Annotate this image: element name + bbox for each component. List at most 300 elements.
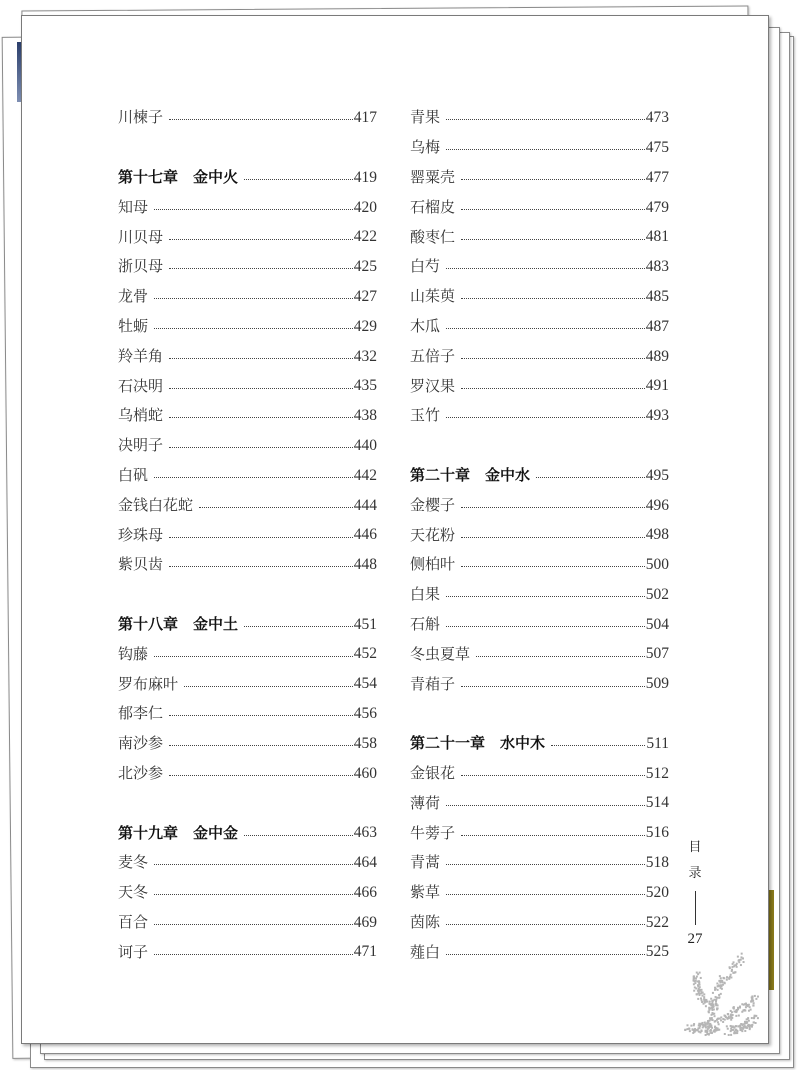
dot-leader	[169, 566, 353, 567]
toc-entry-title: 玉竹	[410, 406, 441, 425]
plant-dot	[751, 1024, 753, 1026]
plant-dot	[695, 978, 697, 980]
plant-dot	[714, 1015, 716, 1017]
toc-entry[interactable]	[118, 282, 377, 312]
plant-dot	[718, 980, 720, 982]
plant-dot	[718, 1023, 720, 1025]
toc-entry-title: 北沙参	[118, 763, 164, 782]
toc-entry-title: 牡蛎	[118, 316, 149, 335]
plant-dot	[697, 998, 699, 1000]
toc-entry[interactable]	[410, 580, 669, 610]
plant-dot	[690, 1025, 692, 1027]
plant-dot	[701, 1030, 703, 1032]
plant-dot	[726, 1025, 728, 1027]
plant-dot	[730, 1017, 732, 1019]
toc-entry-page: 435	[353, 377, 377, 395]
plant-dot	[729, 976, 731, 978]
toc-entry-title: 罂粟壳	[410, 167, 456, 186]
plant-dot	[755, 998, 757, 1000]
toc-entry[interactable]	[410, 759, 669, 789]
plant-dot	[739, 1006, 741, 1008]
dot-leader	[154, 477, 353, 478]
plant-dot	[724, 1015, 726, 1017]
plant-dot	[710, 1029, 712, 1031]
toc-entry-page: 463	[353, 824, 377, 842]
toc-entry[interactable]	[410, 401, 669, 431]
toc-entry[interactable]	[118, 639, 377, 669]
plant-dot	[735, 1025, 737, 1027]
toc-entry-page: 471	[353, 943, 377, 961]
toc-entry-title: 茵陈	[410, 912, 441, 931]
plant-dot	[713, 1006, 715, 1008]
plant-dot	[731, 969, 733, 971]
plant-dot	[734, 1031, 736, 1033]
toc-entry-page: 502	[645, 585, 669, 603]
toc-entry[interactable]	[410, 163, 669, 193]
toc-entry-page: 420	[353, 198, 377, 216]
plant-dot	[713, 1013, 715, 1015]
toc-entry-page: 520	[645, 883, 669, 901]
plant-dot	[751, 1017, 753, 1019]
plant-dot	[729, 966, 731, 968]
plant-dot	[715, 1029, 717, 1031]
toc-entry[interactable]	[118, 908, 377, 938]
plant-dot	[741, 1003, 743, 1005]
plant-dot	[703, 1024, 705, 1026]
toc-entry[interactable]	[118, 371, 377, 401]
plant-dot	[757, 1017, 759, 1019]
plant-dot	[736, 1030, 738, 1032]
plant-dot	[752, 999, 754, 1001]
toc-entry-page: 452	[353, 645, 377, 663]
toc-entry[interactable]	[410, 878, 669, 908]
toc-entry-page: 507	[645, 645, 669, 663]
toc-entry-page: 448	[353, 556, 377, 574]
toc-entry[interactable]	[118, 550, 377, 580]
plant-dot	[720, 987, 722, 989]
plant-dot	[738, 959, 740, 961]
plant-dot	[733, 1026, 735, 1028]
plant-dot	[705, 1005, 707, 1007]
plant-dot	[750, 1000, 752, 1002]
toc-entry-page: 500	[645, 556, 669, 574]
toc-entry-page: 512	[645, 764, 669, 782]
plant-dot	[742, 957, 744, 959]
toc-spacer	[410, 699, 669, 729]
toc-entry[interactable]	[118, 312, 377, 342]
plant-dot	[710, 998, 712, 1000]
toc-entry[interactable]	[410, 341, 669, 371]
plant-dot	[732, 972, 734, 974]
plant-dot	[712, 992, 714, 994]
dot-leader	[154, 864, 353, 865]
dot-leader	[154, 298, 353, 299]
plant-dot	[737, 956, 739, 958]
toc-entry-title: 珍珠母	[118, 525, 164, 544]
dot-leader	[446, 119, 645, 120]
toc-entry[interactable]	[410, 133, 669, 163]
toc-entry-title: 白果	[410, 585, 441, 604]
plant-dot	[720, 1019, 722, 1021]
plant-dot	[711, 1017, 713, 1019]
toc-entry-title: 山茱萸	[410, 287, 456, 306]
plant-dot	[711, 1032, 713, 1034]
toc-entry-title: 钩藤	[118, 644, 149, 663]
dot-leader	[536, 477, 645, 478]
plant-dot	[741, 1023, 743, 1025]
toc-entry[interactable]	[410, 848, 669, 878]
plant-dot	[736, 966, 738, 968]
dot-leader	[461, 358, 645, 359]
toc-entry-title: 薤白	[410, 942, 441, 961]
side-label-char: 录	[688, 866, 702, 881]
plant-dot	[717, 1007, 719, 1009]
toc-entry-page: 438	[353, 407, 377, 425]
plant-dot	[751, 995, 753, 997]
toc-entry[interactable]	[118, 461, 377, 491]
dot-leader	[169, 447, 353, 448]
dot-leader	[154, 924, 353, 925]
toc-entry-title: 百合	[118, 912, 149, 931]
plant-dot	[726, 976, 728, 978]
plant-dot	[693, 990, 695, 992]
plant-dot	[696, 993, 698, 995]
toc-entry-page: 419	[353, 168, 377, 186]
plant-dot	[732, 963, 734, 965]
dot-leader	[446, 328, 645, 329]
dot-leader	[154, 656, 353, 657]
plant-dot	[718, 994, 720, 996]
dot-leader	[461, 388, 645, 389]
dot-leader	[169, 775, 353, 776]
dot-leader	[154, 894, 353, 895]
plant-dot	[700, 989, 702, 991]
plant-dot	[705, 1027, 707, 1029]
dot-leader	[446, 954, 645, 955]
plant-dot	[753, 1005, 755, 1007]
dot-leader	[446, 417, 645, 418]
toc-entry[interactable]	[410, 818, 669, 848]
plant-dot	[717, 1018, 719, 1020]
plant-dot	[703, 1000, 705, 1002]
toc-entry-page: 456	[353, 705, 377, 723]
toc-entry-title: 石决明	[118, 376, 164, 395]
toc-entry-page: 487	[645, 317, 669, 335]
toc-entry-page: 477	[645, 168, 669, 186]
toc-entry[interactable]	[118, 222, 377, 252]
plant-dot	[724, 1033, 726, 1035]
dot-leader	[169, 388, 353, 389]
plant-dot	[744, 1009, 746, 1011]
toc-entry[interactable]	[410, 669, 669, 699]
toc-entry-page: 444	[353, 496, 377, 514]
toc-entry[interactable]	[118, 878, 377, 908]
toc-entry[interactable]	[410, 639, 669, 669]
toc-entry[interactable]	[410, 610, 669, 640]
toc-entry-page: 495	[645, 466, 669, 484]
toc-entry[interactable]	[410, 788, 669, 818]
plant-dot	[715, 1000, 717, 1002]
toc-entry-title: 紫草	[410, 883, 441, 902]
plant-dot	[732, 1014, 734, 1016]
plant-dot	[705, 1030, 707, 1032]
toc-entry[interactable]	[410, 103, 669, 133]
plant-dot	[711, 1012, 713, 1014]
plant-dot	[730, 1029, 732, 1031]
toc-entry-title: 决明子	[118, 436, 164, 455]
toc-entry[interactable]	[410, 282, 669, 312]
plant-dot	[709, 1001, 711, 1003]
plant-dot	[735, 1010, 737, 1012]
plant-dot	[747, 1004, 749, 1006]
toc-entry[interactable]	[410, 908, 669, 938]
plant-dot	[701, 1001, 703, 1003]
toc-entry[interactable]	[118, 520, 377, 550]
toc-entry[interactable]	[118, 341, 377, 371]
plant-dot	[735, 1015, 737, 1017]
plant-dot	[693, 983, 695, 985]
plant-dot	[709, 1017, 711, 1019]
toc-entry-page: 458	[353, 734, 377, 752]
toc-entry-page: 417	[353, 109, 377, 127]
toc-spacer	[118, 788, 377, 818]
plant-dot	[700, 997, 702, 999]
plant-dot	[720, 977, 722, 979]
toc-entry[interactable]	[118, 103, 377, 133]
plant-dot	[745, 1026, 747, 1028]
toc-entry-page: 522	[645, 913, 669, 931]
plant-dot	[705, 1034, 707, 1036]
toc-entry-page: 446	[353, 526, 377, 544]
dot-leader	[551, 745, 645, 746]
plant-dot	[706, 1001, 708, 1003]
toc-chapter-entry[interactable]	[410, 729, 669, 759]
dot-leader	[461, 507, 645, 508]
plant-dot	[694, 1030, 696, 1032]
plant-dot	[757, 996, 759, 998]
toc-entry-title: 白矾	[118, 465, 149, 484]
plant-dot	[709, 1007, 711, 1009]
toc-entry[interactable]	[118, 759, 377, 789]
toc-entry-title: 川贝母	[118, 227, 164, 246]
dot-leader	[244, 179, 353, 180]
plant-dot	[686, 1024, 688, 1026]
plant-dot	[727, 1013, 729, 1015]
plant-dot	[688, 1028, 690, 1030]
plant-dot	[733, 965, 735, 967]
dot-leader	[461, 239, 645, 240]
toc-chapter-entry[interactable]	[118, 163, 377, 193]
toc-entry-title: 第十九章 金中金	[118, 823, 239, 842]
toc-entry[interactable]	[410, 550, 669, 580]
toc-entry-title: 木瓜	[410, 316, 441, 335]
plant-dot	[731, 1025, 733, 1027]
plant-dot	[748, 1024, 750, 1026]
toc-entry-title: 郁李仁	[118, 704, 164, 723]
side-divider	[695, 891, 696, 925]
dot-leader	[461, 686, 645, 687]
toc-entry[interactable]	[118, 699, 377, 729]
plant-dot	[698, 989, 700, 991]
plant-dot	[697, 1027, 699, 1029]
plant-dot	[753, 1016, 755, 1018]
toc-spacer	[410, 431, 669, 461]
toc-entry-title: 天冬	[118, 883, 149, 902]
toc-entry-title: 第二十一章 水中木	[410, 734, 546, 753]
toc-entry-page: 432	[353, 347, 377, 365]
dot-leader	[461, 537, 645, 538]
toc-entry-page: 440	[353, 436, 377, 454]
plant-dot	[696, 976, 698, 978]
plant-dot	[747, 1018, 749, 1020]
toc-entry-title: 五倍子	[410, 346, 456, 365]
toc-entry[interactable]	[118, 401, 377, 431]
toc-entry-title: 第十七章 金中火	[118, 167, 239, 186]
dot-leader	[446, 894, 645, 895]
toc-entry[interactable]	[118, 729, 377, 759]
toc-entry[interactable]	[118, 848, 377, 878]
plant-sprig-icon	[668, 948, 768, 1038]
toc-entry-title: 乌梢蛇	[118, 406, 164, 425]
plant-dot	[733, 1006, 735, 1008]
plant-dot	[734, 1029, 736, 1031]
dot-leader	[154, 954, 353, 955]
plant-dot	[744, 1030, 746, 1032]
plant-dot	[711, 1003, 713, 1005]
toc-chapter-entry[interactable]	[118, 818, 377, 848]
toc-entry-title: 薄荷	[410, 793, 441, 812]
toc-entry[interactable]	[410, 520, 669, 550]
toc-entry-page: 504	[645, 615, 669, 633]
toc-entry-title: 麦冬	[118, 853, 149, 872]
plant-dot	[712, 1000, 714, 1002]
dot-leader	[446, 268, 645, 269]
toc-entry-page: 514	[645, 794, 669, 812]
toc-entry-title: 乌梅	[410, 138, 441, 157]
plant-dot	[700, 977, 702, 979]
plant-dot	[706, 1023, 708, 1025]
plant-dot	[730, 1034, 732, 1036]
plant-dot	[708, 1003, 710, 1005]
plant-dot	[719, 1018, 721, 1020]
plant-dot	[712, 1019, 714, 1021]
plant-dot	[697, 980, 699, 982]
dot-leader	[446, 924, 645, 925]
toc-entry-title: 第二十章 金中水	[410, 465, 531, 484]
plant-dot	[703, 996, 705, 998]
toc-entry-title: 石斛	[410, 614, 441, 633]
toc-entry[interactable]	[410, 312, 669, 342]
plant-dot	[721, 985, 723, 987]
toc-entry[interactable]	[118, 252, 377, 282]
plant-dot	[717, 1004, 719, 1006]
toc-entry-title: 白芍	[410, 257, 441, 276]
plant-dot	[723, 982, 725, 984]
toc-entry[interactable]	[118, 937, 377, 967]
toc-entry[interactable]	[410, 490, 669, 520]
dot-leader	[199, 507, 353, 508]
plant-dot	[684, 1029, 686, 1031]
toc-entry-page: 473	[645, 109, 669, 127]
toc-entry[interactable]	[410, 371, 669, 401]
toc-entry-page: 489	[645, 347, 669, 365]
toc-entry-title: 酸枣仁	[410, 227, 456, 246]
plant-dot	[740, 1026, 742, 1028]
toc-entry-title: 青蒿	[410, 853, 441, 872]
plant-dot	[721, 980, 723, 982]
plant-dot	[751, 1026, 753, 1028]
toc-entry[interactable]	[410, 222, 669, 252]
toc-entry-page: 481	[645, 228, 669, 246]
dot-leader	[461, 298, 645, 299]
plant-dot	[745, 1003, 747, 1005]
toc-entry[interactable]	[410, 192, 669, 222]
toc-entry-page: 485	[645, 287, 669, 305]
toc-entry-page: 509	[645, 675, 669, 693]
plant-dot	[699, 993, 701, 995]
toc-entry-page: 427	[353, 287, 377, 305]
toc-entry-page: 493	[645, 407, 669, 425]
dot-leader	[169, 537, 353, 538]
toc-entry[interactable]	[118, 490, 377, 520]
dot-leader	[169, 239, 353, 240]
toc-entry-page: 525	[645, 943, 669, 961]
dot-leader	[169, 715, 353, 716]
toc-entry[interactable]	[410, 252, 669, 282]
toc-entry-page: 475	[645, 138, 669, 156]
toc-entry[interactable]	[118, 669, 377, 699]
dot-leader	[169, 268, 353, 269]
toc-entry[interactable]	[118, 431, 377, 461]
plant-dot	[708, 1027, 710, 1029]
toc-entry[interactable]	[118, 192, 377, 222]
dot-leader	[184, 686, 353, 687]
plant-dot	[715, 996, 717, 998]
plant-dot	[728, 1017, 730, 1019]
plant-dot	[708, 1011, 710, 1013]
toc-chapter-entry[interactable]	[410, 461, 669, 491]
plant-dot	[745, 1022, 747, 1024]
toc-entry[interactable]	[410, 937, 669, 967]
plant-dot	[695, 980, 697, 982]
toc-entry-title: 青葙子	[410, 674, 456, 693]
dot-leader	[461, 209, 645, 210]
toc-entry-page: 469	[353, 913, 377, 931]
plant-dot	[689, 1030, 691, 1032]
side-label	[680, 835, 710, 948]
plant-dot	[715, 998, 717, 1000]
dot-leader	[446, 864, 645, 865]
plant-dot	[724, 1019, 726, 1021]
toc-entry-page: 454	[353, 675, 377, 693]
dot-leader	[244, 626, 353, 627]
plant-dot	[715, 988, 717, 990]
plant-dot	[730, 974, 732, 976]
toc-entry-title: 龙骨	[118, 287, 149, 306]
toc-chapter-entry[interactable]	[118, 610, 377, 640]
plant-dot	[731, 1011, 733, 1013]
dot-leader	[154, 328, 353, 329]
plant-dot	[736, 1032, 738, 1034]
plant-dot	[693, 976, 695, 978]
plant-dot	[716, 983, 718, 985]
plant-dot	[728, 1034, 730, 1036]
dot-leader	[446, 596, 645, 597]
toc-entry-title: 第十八章 金中土	[118, 614, 239, 633]
plant-dot	[697, 984, 699, 986]
plant-dot	[726, 979, 728, 981]
plant-dot	[754, 995, 756, 997]
